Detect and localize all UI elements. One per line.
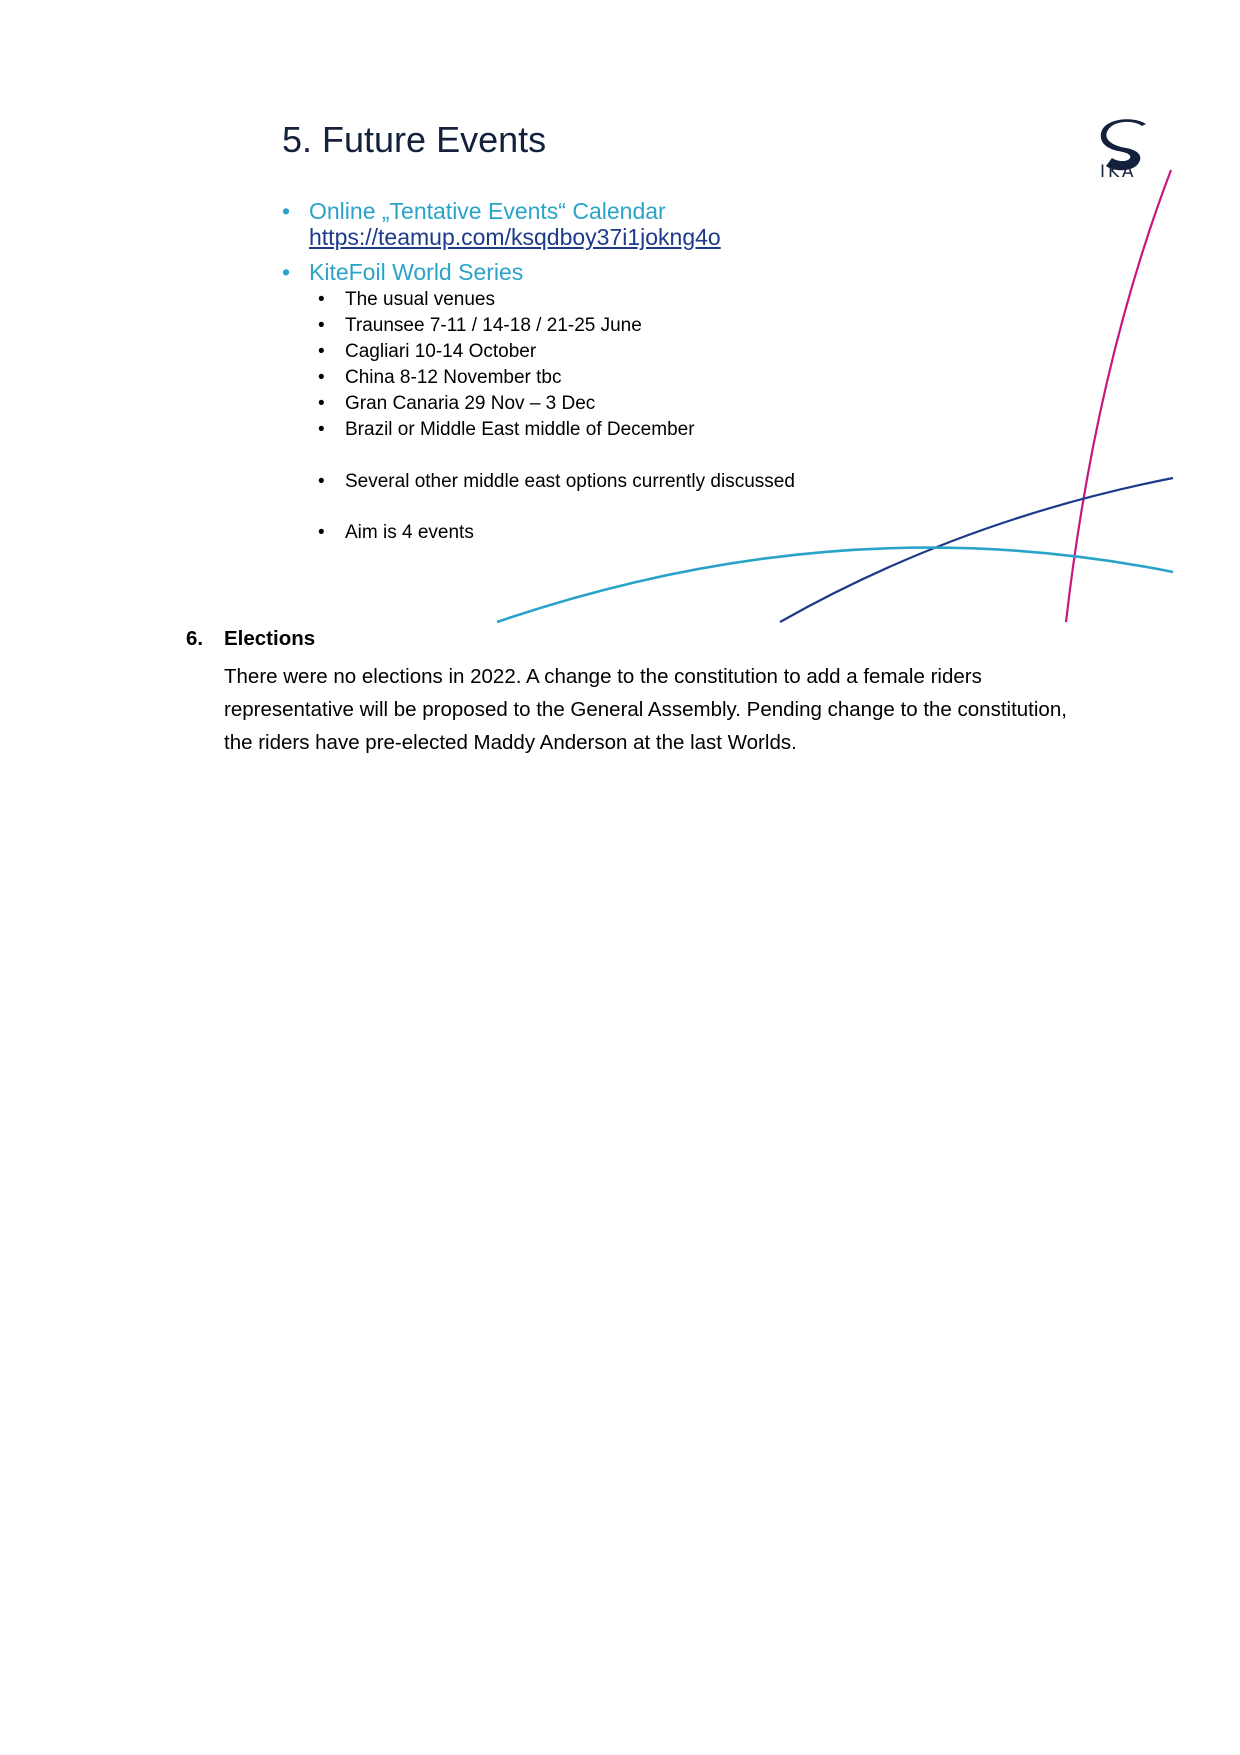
ika-logo-text: IKA bbox=[1100, 162, 1137, 182]
section-title: Elections bbox=[224, 627, 316, 650]
section-body: There were no elections in 2022. A change to the constitution to add a female riders representative will be proposed to the General Assembly. Pending change to the constitution, the riders have pre-elected Maddy Anderson at the last Worlds. bbox=[224, 665, 1067, 754]
kitefoil-series-label: KiteFoil World Series bbox=[309, 259, 524, 285]
bullet: • bbox=[282, 198, 291, 224]
magenta-curve bbox=[1066, 170, 1171, 622]
slide-title: 5. Future Events bbox=[282, 119, 547, 160]
section-number: 6. bbox=[186, 627, 204, 650]
decorative-curves bbox=[0, 0, 1240, 625]
calendar-link[interactable]: https://teamup.com/ksqdboy37i1jokng4o bbox=[309, 224, 721, 250]
calendar-label: Online „Tentative Events“ Calendar bbox=[309, 198, 666, 224]
embedded-slide: 5. Future Events IKA • Online „Tentative Events“ Calendar https://teamup.com/ksqdboy37i1jokng4o • KiteFoil World Series • The usual venues • Traunsee 7-11 / 14-18 / 21-25 June • Cagliari 10-14 October • China 8-12 November tbc • Gran Canaria 29 Nov – 3 Dec • Brazil or Middle East middle of December • Several other middle east options currently discussed • Aim is 4 events bbox=[0, 0, 1240, 625]
bullet: • bbox=[282, 259, 291, 285]
